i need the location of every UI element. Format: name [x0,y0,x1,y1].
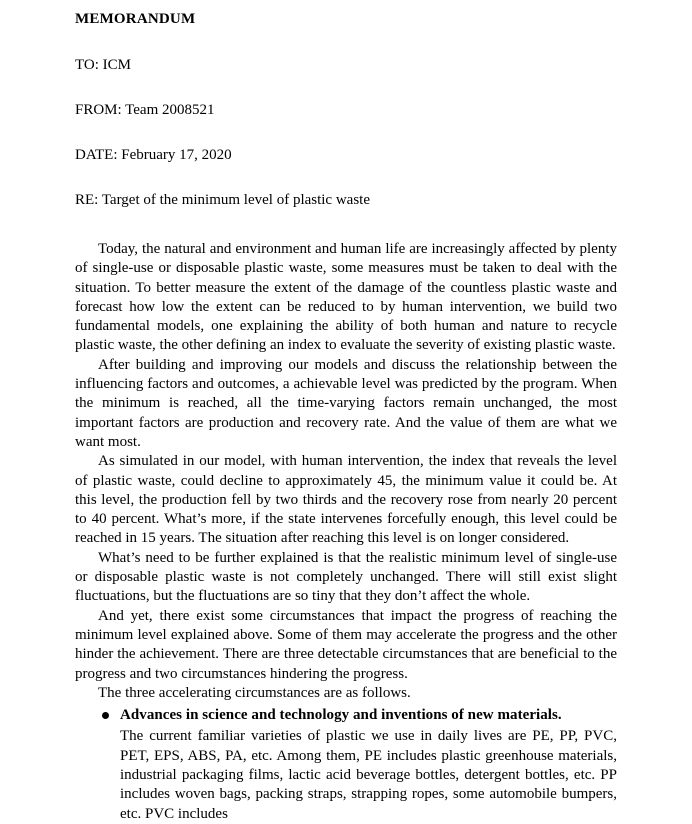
memo-field-to: TO: ICM [75,57,131,73]
body-paragraph-2: After building and improving our models and discuss the relationship between the influencing factors and outcomes, a achievable level was predicted by the program. When the minimum is reached, all the time-varying factors remain unchanged, the most important factors are production and recovery rate. And the value of them are what we want most. [75,356,617,450]
list-item-heading: Advances in science and technology and inventions of new materials. [120,707,562,724]
page-title: MEMORANDUM [75,11,196,27]
body-paragraph-3: As simulated in our model, with human intervention, the index that reveals the level of plastic waste, could decline to approximately 45, the minimum value it could be. At this level, the production fell by two thirds and the recovery rose from nearly 20 percent to 40 percent. What’s more, if the state intervenes forcefully enough, this level could be reached in 15 years. The situation after reaching this level is on longer considered. [75,453,617,547]
list-item [75,703,617,824]
body-paragraph-1: Today, the natural and environment and human life are increasingly affected by plenty of single-use or disposable plastic waste, some measures must be taken to deal with the situation. To better measure the extent of the damage of the countless plastic waste and forecast how low the extent can be reduced to by human intervention, we build two fundamental models, one explaining the ability of both human and nature to recycle plastic waste, the other defining an index to evaluate the severity of existing plastic waste. [75,241,617,354]
body-paragraph-4: What’s need to be further explained is that the realistic minimum level of single-use or disposable plastic waste is not completely unchanged. There will still exist slight fluctuations, but the fluctuations are so tiny that they don’t affect the whole. [75,549,617,605]
document-body [75,0,617,824]
body-paragraph-6: The three accelerating circumstances are as follows. [98,684,411,701]
body-paragraph-5: And yet, there exist some circumstances that impact the progress of reaching the minimum level explained above. Some of them may accelerate the progress and the other hinder the achievement. There are three detectable circumstances that are beneficial to the progress and two circumstances hindering the progress. [75,607,617,682]
memo-field-from: FROM: Team 2008521 [75,102,215,118]
list-item-body: The current familiar varieties of plastic we use in daily lives are PE, PP, PVC, PET, EPS, ABS, PA, etc. Among them, PE includes plastic greenhouse materials, industrial packaging films, lactic acid beverage bottles, detergent bottles, etc. PP includes woven bags, packing straps, strapping ropes, some automobile bumpers, etc. PVC includes [120,728,617,822]
memo-field-date: DATE: February 17, 2020 [75,147,232,163]
bullet-disc-icon [102,712,109,719]
memo-field-re: RE: Target of the minimum level of plastic waste [75,192,370,208]
